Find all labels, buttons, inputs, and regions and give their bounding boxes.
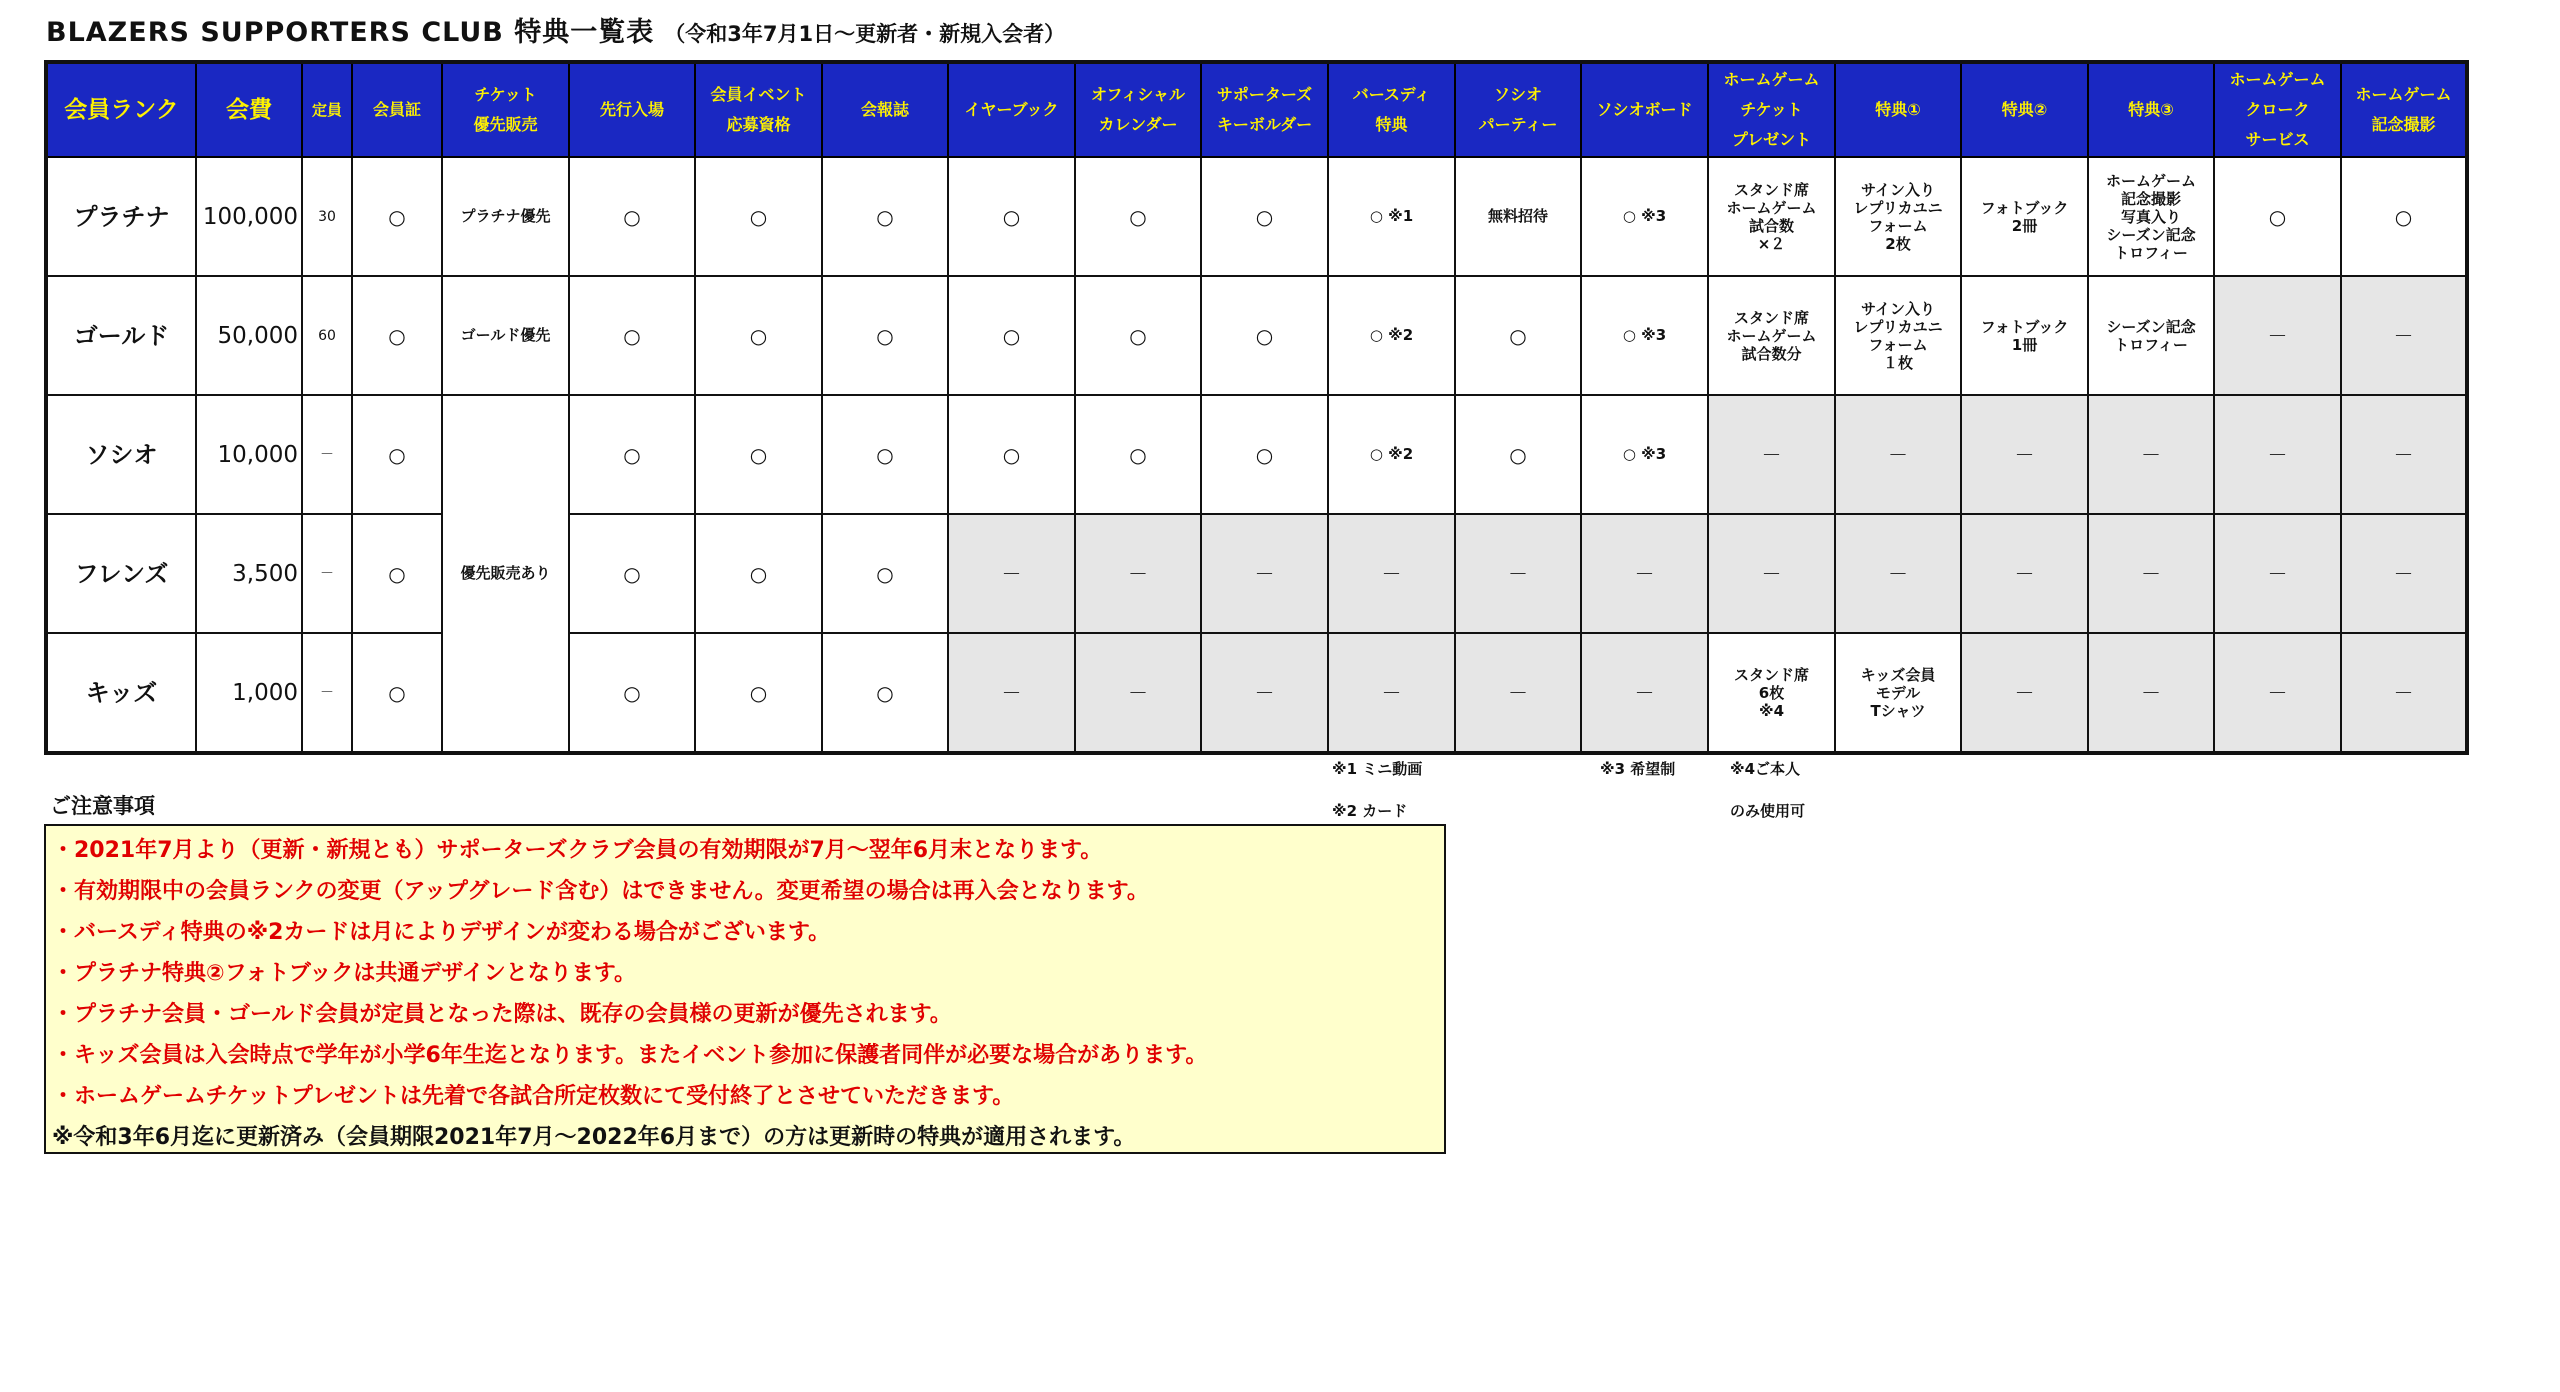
cell-newsletter: ○	[822, 276, 948, 395]
cell-card: ○	[352, 157, 442, 276]
note-item: ・プラチナ会員・ゴールド会員が定員となった際は、既存の会員様の更新が優先されます。	[52, 1002, 952, 1027]
title-sub: （令和3年7月1日～更新者・新規入会者）	[664, 22, 1066, 46]
cell-ticket-present: スタンド席 6枚 ※4	[1708, 633, 1835, 753]
header-row	[46, 62, 2467, 157]
header-calendar: オフィシャル カレンダー	[1075, 62, 1201, 157]
cell-capacity: －	[302, 633, 352, 753]
cell-rank: ゴールド	[46, 276, 196, 395]
table-row-socio	[46, 395, 2467, 514]
footnote-4a: ※4ご本人	[1730, 760, 1801, 778]
header-cloak: ホームゲーム クローク サービス	[2214, 62, 2341, 157]
cell-birthday: ○ ※2	[1328, 276, 1455, 395]
cell-newsletter: ○	[822, 633, 948, 753]
cell-board: ○ ※3	[1581, 395, 1708, 514]
benefits-table	[44, 60, 2469, 755]
cell-newsletter: ○	[822, 514, 948, 633]
cell-card: ○	[352, 276, 442, 395]
page-title	[46, 10, 1065, 50]
cell-ticket-present: －	[1708, 395, 1835, 514]
cell-benefit3: －	[2088, 514, 2214, 633]
cell-benefit3: －	[2088, 633, 2214, 753]
cell-card: ○	[352, 633, 442, 753]
header-benefit3: 特典③	[2088, 62, 2214, 157]
cell-rank: キッズ	[46, 633, 196, 753]
cell-cloak: －	[2214, 633, 2341, 753]
cell-board: ○ ※3	[1581, 276, 1708, 395]
header-capacity: 定員	[302, 62, 352, 157]
cell-photo: －	[2341, 276, 2467, 395]
cell-event: ○	[695, 276, 822, 395]
cell-fee: 10,000	[196, 395, 302, 514]
cell-early-entry: ○	[569, 514, 695, 633]
cell-yearbook: －	[948, 633, 1075, 753]
cell-benefit1: キッズ会員 モデル Tシャツ	[1835, 633, 1961, 753]
cell-birthday: ○ ※2	[1328, 395, 1455, 514]
cell-keyholder: ○	[1201, 276, 1328, 395]
header-photo: ホームゲーム 記念撮影	[2341, 62, 2467, 157]
cell-ticket-priority: プラチナ優先	[442, 157, 569, 276]
cell-benefit3: ホームゲーム 記念撮影 写真入り シーズン記念 トロフィー	[2088, 157, 2214, 276]
cell-benefit1: サイン入り レプリカユニ フォーム 2枚	[1835, 157, 1961, 276]
cell-calendar: ○	[1075, 157, 1201, 276]
cell-yearbook: ○	[948, 157, 1075, 276]
cell-event: ○	[695, 157, 822, 276]
cell-photo: ○	[2341, 157, 2467, 276]
cell-cloak: ○	[2214, 157, 2341, 276]
cell-card: ○	[352, 395, 442, 514]
note-item: ・有効期限中の会員ランクの変更（アップグレード含む）はできません。変更希望の場合は再入会となります。	[52, 879, 1149, 904]
cell-party: ○	[1455, 395, 1581, 514]
cell-birthday: ○ ※1	[1328, 157, 1455, 276]
footnote-4b: のみ使用可	[1730, 802, 1806, 820]
cell-early-entry: ○	[569, 633, 695, 753]
header-keyholder: サポーターズ キーボルダー	[1201, 62, 1328, 157]
cell-benefit1: －	[1835, 395, 1961, 514]
cell-benefit2: フォトブック 1冊	[1961, 276, 2088, 395]
cell-calendar: ○	[1075, 395, 1201, 514]
cell-early-entry: ○	[569, 395, 695, 514]
cell-capacity: 60	[302, 276, 352, 395]
cell-ticket-present: スタンド席 ホームゲーム 試合数分	[1708, 276, 1835, 395]
cell-benefit3: －	[2088, 395, 2214, 514]
cell-benefit2: フォトブック 2冊	[1961, 157, 2088, 276]
cell-rank: ソシオ	[46, 395, 196, 514]
header-rank: 会員ランク	[46, 62, 196, 157]
cell-benefit2: －	[1961, 395, 2088, 514]
cell-yearbook: ○	[948, 276, 1075, 395]
cell-ticket-priority: ゴールド優先	[442, 276, 569, 395]
header-early-entry: 先行入場	[569, 62, 695, 157]
cell-capacity: －	[302, 395, 352, 514]
cell-early-entry: ○	[569, 157, 695, 276]
title-main: BLAZERS SUPPORTERS CLUB 特典一覧表	[46, 17, 655, 48]
cell-calendar: －	[1075, 514, 1201, 633]
cell-fee: 1,000	[196, 633, 302, 753]
note-item: ・バースディ特典の※2カードは月によりデザインが変わる場合がございます。	[52, 920, 831, 945]
cell-capacity: 30	[302, 157, 352, 276]
cell-capacity: －	[302, 514, 352, 633]
table-row-platinum	[46, 157, 2467, 276]
cell-cloak: －	[2214, 395, 2341, 514]
cell-ticket-priority-merged: 優先販売あり	[442, 395, 569, 753]
note-item: ・ホームゲームチケットプレゼントは先着で各試合所定枚数にて受付終了とさせていただきます。	[52, 1084, 1015, 1109]
header-card: 会員証	[352, 62, 442, 157]
cell-photo: －	[2341, 395, 2467, 514]
cell-card: ○	[352, 514, 442, 633]
notes-box	[44, 824, 1446, 1154]
cell-benefit3: シーズン記念 トロフィー	[2088, 276, 2214, 395]
header-ticket-priority: チケット 優先販売	[442, 62, 569, 157]
header-board: ソシオボード	[1581, 62, 1708, 157]
cell-event: ○	[695, 395, 822, 514]
table-row-gold	[46, 276, 2467, 395]
cell-photo: －	[2341, 514, 2467, 633]
cell-calendar: ○	[1075, 276, 1201, 395]
cell-party: ○	[1455, 276, 1581, 395]
table-row-friends	[46, 514, 2467, 633]
cell-keyholder: －	[1201, 633, 1328, 753]
cell-fee: 50,000	[196, 276, 302, 395]
header-yearbook: イヤーブック	[948, 62, 1075, 157]
footnote-3: ※3 希望制	[1600, 760, 1676, 778]
cell-birthday: －	[1328, 514, 1455, 633]
cell-cloak: －	[2214, 514, 2341, 633]
cell-benefit2: －	[1961, 633, 2088, 753]
footnote-2: ※2 カード	[1332, 802, 1408, 820]
cell-benefit1: サイン入り レプリカユニ フォーム １枚	[1835, 276, 1961, 395]
cell-yearbook: －	[948, 514, 1075, 633]
cell-cloak: －	[2214, 276, 2341, 395]
cell-event: ○	[695, 514, 822, 633]
cell-keyholder: ○	[1201, 157, 1328, 276]
header-birthday: バースディ 特典	[1328, 62, 1455, 157]
header-fee: 会費	[196, 62, 302, 157]
cell-rank: プラチナ	[46, 157, 196, 276]
cell-fee: 100,000	[196, 157, 302, 276]
header-benefit1: 特典①	[1835, 62, 1961, 157]
cell-fee: 3,500	[196, 514, 302, 633]
cell-birthday: －	[1328, 633, 1455, 753]
cell-keyholder: －	[1201, 514, 1328, 633]
header-party: ソシオ パーティー	[1455, 62, 1581, 157]
cell-keyholder: ○	[1201, 395, 1328, 514]
notes-title: ご注意事項	[50, 794, 155, 818]
note-item: ※令和3年6月迄に更新済み（会員期限2021年7月～2022年6月まで）の方は更新時の特典が適用されます。	[52, 1125, 1136, 1150]
cell-calendar: －	[1075, 633, 1201, 753]
table-row-kids	[46, 633, 2467, 753]
cell-rank: フレンズ	[46, 514, 196, 633]
cell-photo: －	[2341, 633, 2467, 753]
cell-benefit2: －	[1961, 514, 2088, 633]
note-item: ・2021年7月より（更新・新規とも）サポーターズクラブ会員の有効期限が7月～翌年6月末となります。	[52, 838, 1103, 863]
cell-party: －	[1455, 514, 1581, 633]
cell-ticket-present: －	[1708, 514, 1835, 633]
cell-newsletter: ○	[822, 157, 948, 276]
note-item: ・キッズ会員は入会時点で学年が小学6年生迄となります。またイベント参加に保護者同伴が必要な場合があります。	[52, 1043, 1208, 1068]
cell-ticket-present: スタンド席 ホームゲーム 試合数 ×２	[1708, 157, 1835, 276]
header-newsletter: 会報誌	[822, 62, 948, 157]
cell-party: 無料招待	[1455, 157, 1581, 276]
cell-board: －	[1581, 633, 1708, 753]
cell-board: －	[1581, 514, 1708, 633]
cell-event: ○	[695, 633, 822, 753]
cell-benefit1: －	[1835, 514, 1961, 633]
cell-board: ○ ※3	[1581, 157, 1708, 276]
header-ticket-present: ホームゲーム チケット プレゼント	[1708, 62, 1835, 157]
cell-newsletter: ○	[822, 395, 948, 514]
cell-early-entry: ○	[569, 276, 695, 395]
cell-party: －	[1455, 633, 1581, 753]
cell-yearbook: ○	[948, 395, 1075, 514]
note-item: ・プラチナ特典②フォトブックは共通デザインとなります。	[52, 961, 637, 986]
header-benefit2: 特典②	[1961, 62, 2088, 157]
header-event: 会員イベント 応募資格	[695, 62, 822, 157]
footnote-1: ※1 ミニ動画	[1332, 760, 1423, 778]
